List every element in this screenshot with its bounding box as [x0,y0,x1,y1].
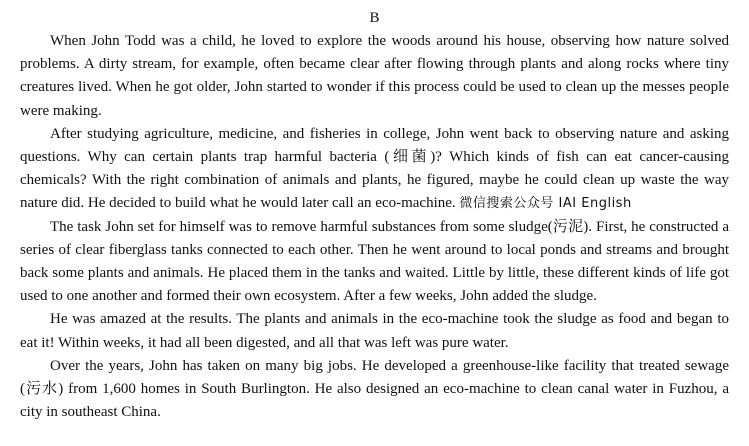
paragraph-4: He was amazed at the results. The plants and animals in the eco-machine took the sludge as food and began to eat it! Within weeks, it had all been digested, and all that was left was pure water. [20,311,729,351]
paragraph-2 [20,123,729,216]
paragraph-1: When John Todd was a child, he loved to explore the woods around his house, observing how nature solved problems. A dirty stream, for example, often became clear after flowing through plants and along rocks where tiny creatures lived. When he got older, John started to wonder if this process could be used to clean up the messes people were making. [20,33,729,119]
paragraph-3: The task John set for himself was to remove harmful substances from some sludge(污泥). First, he constructed a series of clear fiberglass tanks connected to each other. Then he went around to local ponds and streams and brought back some plants and animals. He placed them in the tanks and waited. Little by little, these different kinds of life got used to one another and formed their own ecosystem. After a few weeks, John added the sludge. [20,218,729,305]
watermark-text: 微信搜索公众号 IAI English [459,196,632,212]
section-label: B [369,10,380,26]
paragraph-5: Over the years, John has taken on many big jobs. He developed a greenhouse-like facility that treated sewage (污水) from 1,600 homes in South Burlington. He also designed an eco-machine to clean canal water in Fuzhou, a city in southeast China. [20,357,729,421]
paragraph-2-text: After studying agriculture, medicine, and fisheries in college, John went back to observing nature and asking questions. Why can certain plants trap harmful bacteria (细菌)? Which kinds of fish can eat cancer-causing chemicals? With the right combination of animals and plants, he figured, maybe he could clean up waste the way nature did. He decided to build what he would later call an eco-machine. [20,125,729,212]
